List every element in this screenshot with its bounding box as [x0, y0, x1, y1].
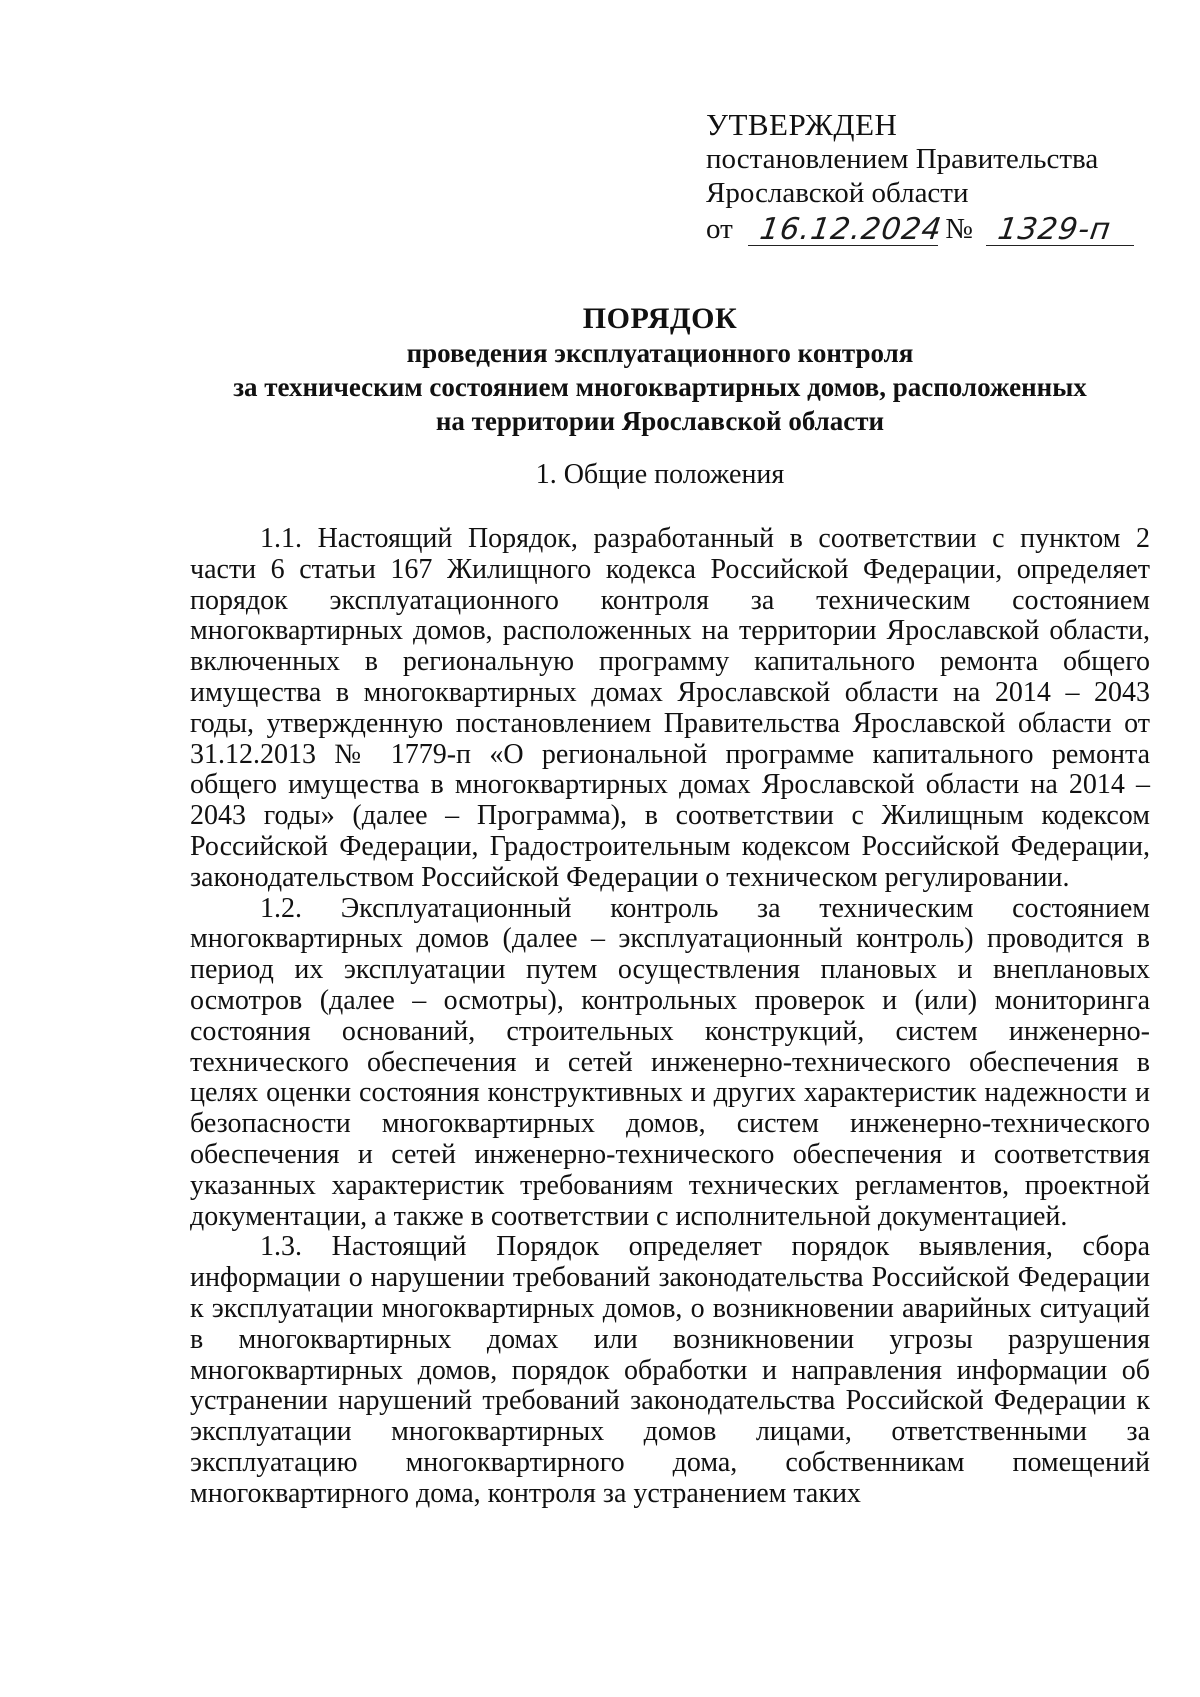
subtitle-line-2: за техническим состоянием многоквартирных домов, расположенных — [233, 372, 1087, 402]
approval-block — [706, 108, 1146, 248]
approval-line-2: Ярославской области — [706, 177, 969, 209]
number-field — [986, 212, 1134, 247]
document-title-block — [130, 302, 1190, 438]
date-prefix: от — [706, 213, 733, 245]
paragraph-1-2: 1.2. Эксплуатационный контроль за техническим состоянием многоквартирных домов (далее – эксплуатационный контроль) проводится в период их эксплуатации путем осуществления плановых и внеплановых осмотров (далее – осмотры), контрольных проверок и (или) мониторинга состояния оснований, строительных конструкций, систем инженерно-технического обеспечения и сетей инженерно-технического обеспечения в целях оценки состояния конструктивных и других характеристик надежности и безопасности многоквартирных домов, систем инженерно-технического обеспечения и сетей инженерно-технического обеспечения и соответствия указанных характеристик требованиям технических регламентов, проектной документации, а также в соответствии с исполнительной документацией. — [190, 892, 1150, 1232]
paragraph-1-1: 1.1. Настоящий Порядок, разработанный в соответствии с пунктом 2 части 6 статьи 167 Жилищного кодекса Российской Федерации, определяет порядок эксплуатационного контроля за техническим состоянием многоквартирных домов, расположенных на территории Ярославской области, включенных в региональную программу капитального ремонта общего имущества в многоквартирных домах Ярославской области на 2014 – 2043 годы, утвержденную постановлением Правительства Ярославской области от 31.12.2013 № 1779-п «О региональной программе капитального ремонта общего имущества в многоквартирных домах Ярославской области на 2014 – 2043 годы» (далее – Программа), в соответствии с Жилищным кодексом Российской Федерации, Градостроительным кодексом Российской Федерации, законодательством Российской Федерации о техническом регулировании. — [190, 523, 1150, 893]
document-title: ПОРЯДОК — [582, 302, 738, 335]
section-heading: 1. Общие положения — [535, 459, 785, 490]
subtitle-line-1: проведения эксплуатационного контроля — [406, 338, 914, 368]
paragraph-1-3: 1.3. Настоящий Порядок определяет порядок выявления, сбора информации о нарушении требований законодательства Российской Федерации к эксплуатации многоквартирных домов, о возникновении аварийных ситуаций в многоквартирных домах или возникновении угрозы разрушения многоквартирных домов, порядок обработки и направления информации об устранении нарушений требований законодательства Российской Федерации к эксплуатации многоквартирных домов лицами, ответственными за эксплуатацию многоквартирного дома, собственникам помещений многоквартирного дома, контроля за устранением таких — [190, 1231, 1150, 1509]
approval-date-line — [706, 212, 1146, 248]
number-prefix: № — [945, 213, 973, 245]
handwritten-number: 1329-п — [995, 212, 1114, 247]
approval-title: УТВЕРЖДЕН — [706, 107, 898, 142]
date-field — [748, 212, 945, 247]
subtitle-line-3: на территории Ярославской области — [435, 406, 885, 436]
approval-line-1: постановлением Правительства — [706, 143, 1099, 175]
handwritten-date: 16.12.2024 — [757, 212, 945, 247]
body-text — [190, 524, 1150, 1510]
